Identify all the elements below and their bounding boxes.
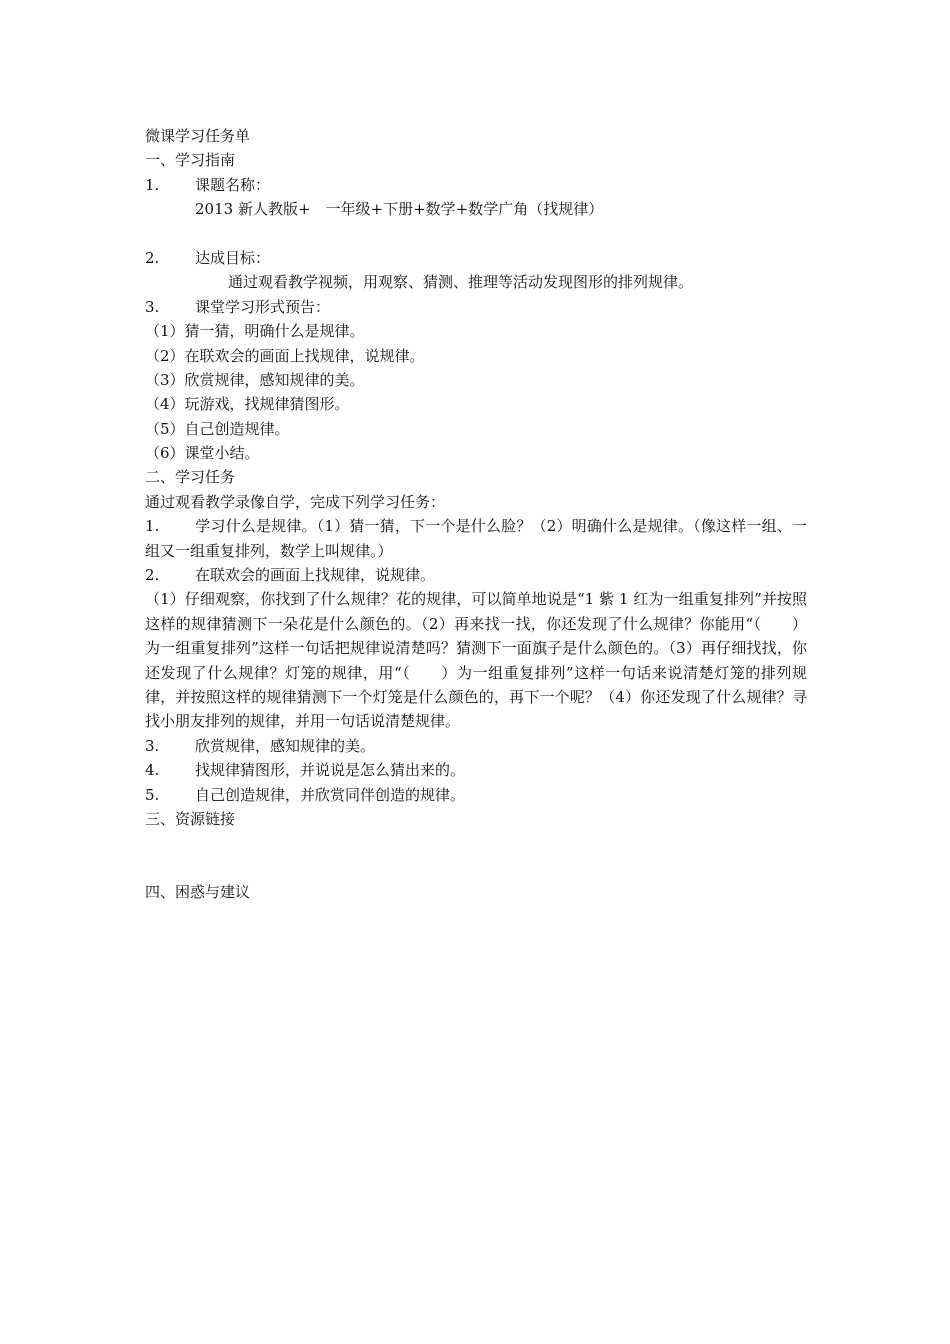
section-heading-resources: 三、资源链接 (145, 810, 236, 829)
task-item (145, 783, 807, 807)
item-label: 课题名称： (195, 175, 271, 194)
item-number: 1. (145, 175, 160, 194)
task-item (145, 734, 807, 758)
task-text: 自己创造规律，并欣赏同伴创造的规律。 (195, 785, 466, 804)
document-title: 微课学习任务单 (145, 127, 251, 145)
section-heading-guide: 一、学习指南 (145, 151, 236, 170)
task-text: 欣赏规律，感知规律的美。 (195, 736, 376, 755)
topic-value: 2013 新人教版+ 一年级+下册+数学+数学广角（找规律） (195, 200, 604, 219)
section-heading-questions: 四、困惑与建议 (145, 883, 251, 902)
guide-item-goal (145, 246, 807, 270)
spacer (145, 831, 807, 880)
document-body (145, 124, 807, 905)
format-step: （1）猜一猜，明确什么是规律。 (145, 322, 365, 341)
task-item (145, 514, 807, 563)
item-number: 2. (145, 566, 160, 585)
item-label: 课堂学习形式预告： (195, 297, 331, 316)
task-item (145, 758, 807, 782)
item-number: 3. (145, 297, 160, 316)
format-step: （4）玩游戏，找规律猜图形。 (145, 395, 350, 414)
format-step: （6）课堂小结。 (145, 444, 260, 463)
format-step: （5）自己创造规律。 (145, 419, 290, 438)
item-number: 2. (145, 248, 160, 267)
item-number: 4. (145, 761, 160, 780)
spacer (145, 222, 807, 246)
item-number: 3. (145, 736, 160, 755)
task-text: 找规律猜图形，并说说是怎么猜出来的。 (195, 761, 466, 780)
item-label: 达成目标： (195, 248, 271, 267)
tasks-intro: 通过观看教学录像自学，完成下列学习任务： (145, 492, 446, 511)
goal-value: 通过观看教学视频，用观察、猜测、推理等活动发现图形的排列规律。 (228, 273, 694, 292)
guide-item-topic (145, 173, 807, 197)
format-step: （2）在联欢会的画面上找规律，说规律。 (145, 346, 425, 365)
format-step: （3）欣赏规律，感知规律的美。 (145, 370, 365, 389)
item-number: 1. (145, 517, 160, 536)
task-detail: （1）仔细观察，你找到了什么规律？花的规律，可以简单地说是“1 紫 1 红为一组重复排列”并按照这样的规律猜测下一朵花是什么颜色的。（2）再来找一找，你还发现了什么规律？你能用“（ ）为一组重复排列”这样一句话把规律说清楚吗？猜测下一面旗子是什么颜色的。（3）再仔细找找，你还发现了什么规律？灯笼的规律，用“（ ）为一组重复排列”这样一句话来说清楚灯笼的排列规律，并按照这样的规律猜测下一个灯笼是什么颜色的，再下一个呢？（4）你还发现了什么规律？寻找小朋友排列的规律，并用一句话说清楚规律。 (145, 590, 807, 731)
section-heading-tasks: 二、学习任务 (145, 468, 236, 487)
task-text: 在联欢会的画面上找规律，说规律。 (195, 566, 436, 585)
task-item (145, 563, 807, 587)
task-text: 学习什么是规律。（1）猜一猜，下一个是什么脸？（2）明确什么是规律。（像这样一组、一组又一组重复排列，数学上叫规律。） (145, 517, 807, 560)
item-number: 5. (145, 785, 160, 804)
guide-item-format (145, 295, 807, 319)
